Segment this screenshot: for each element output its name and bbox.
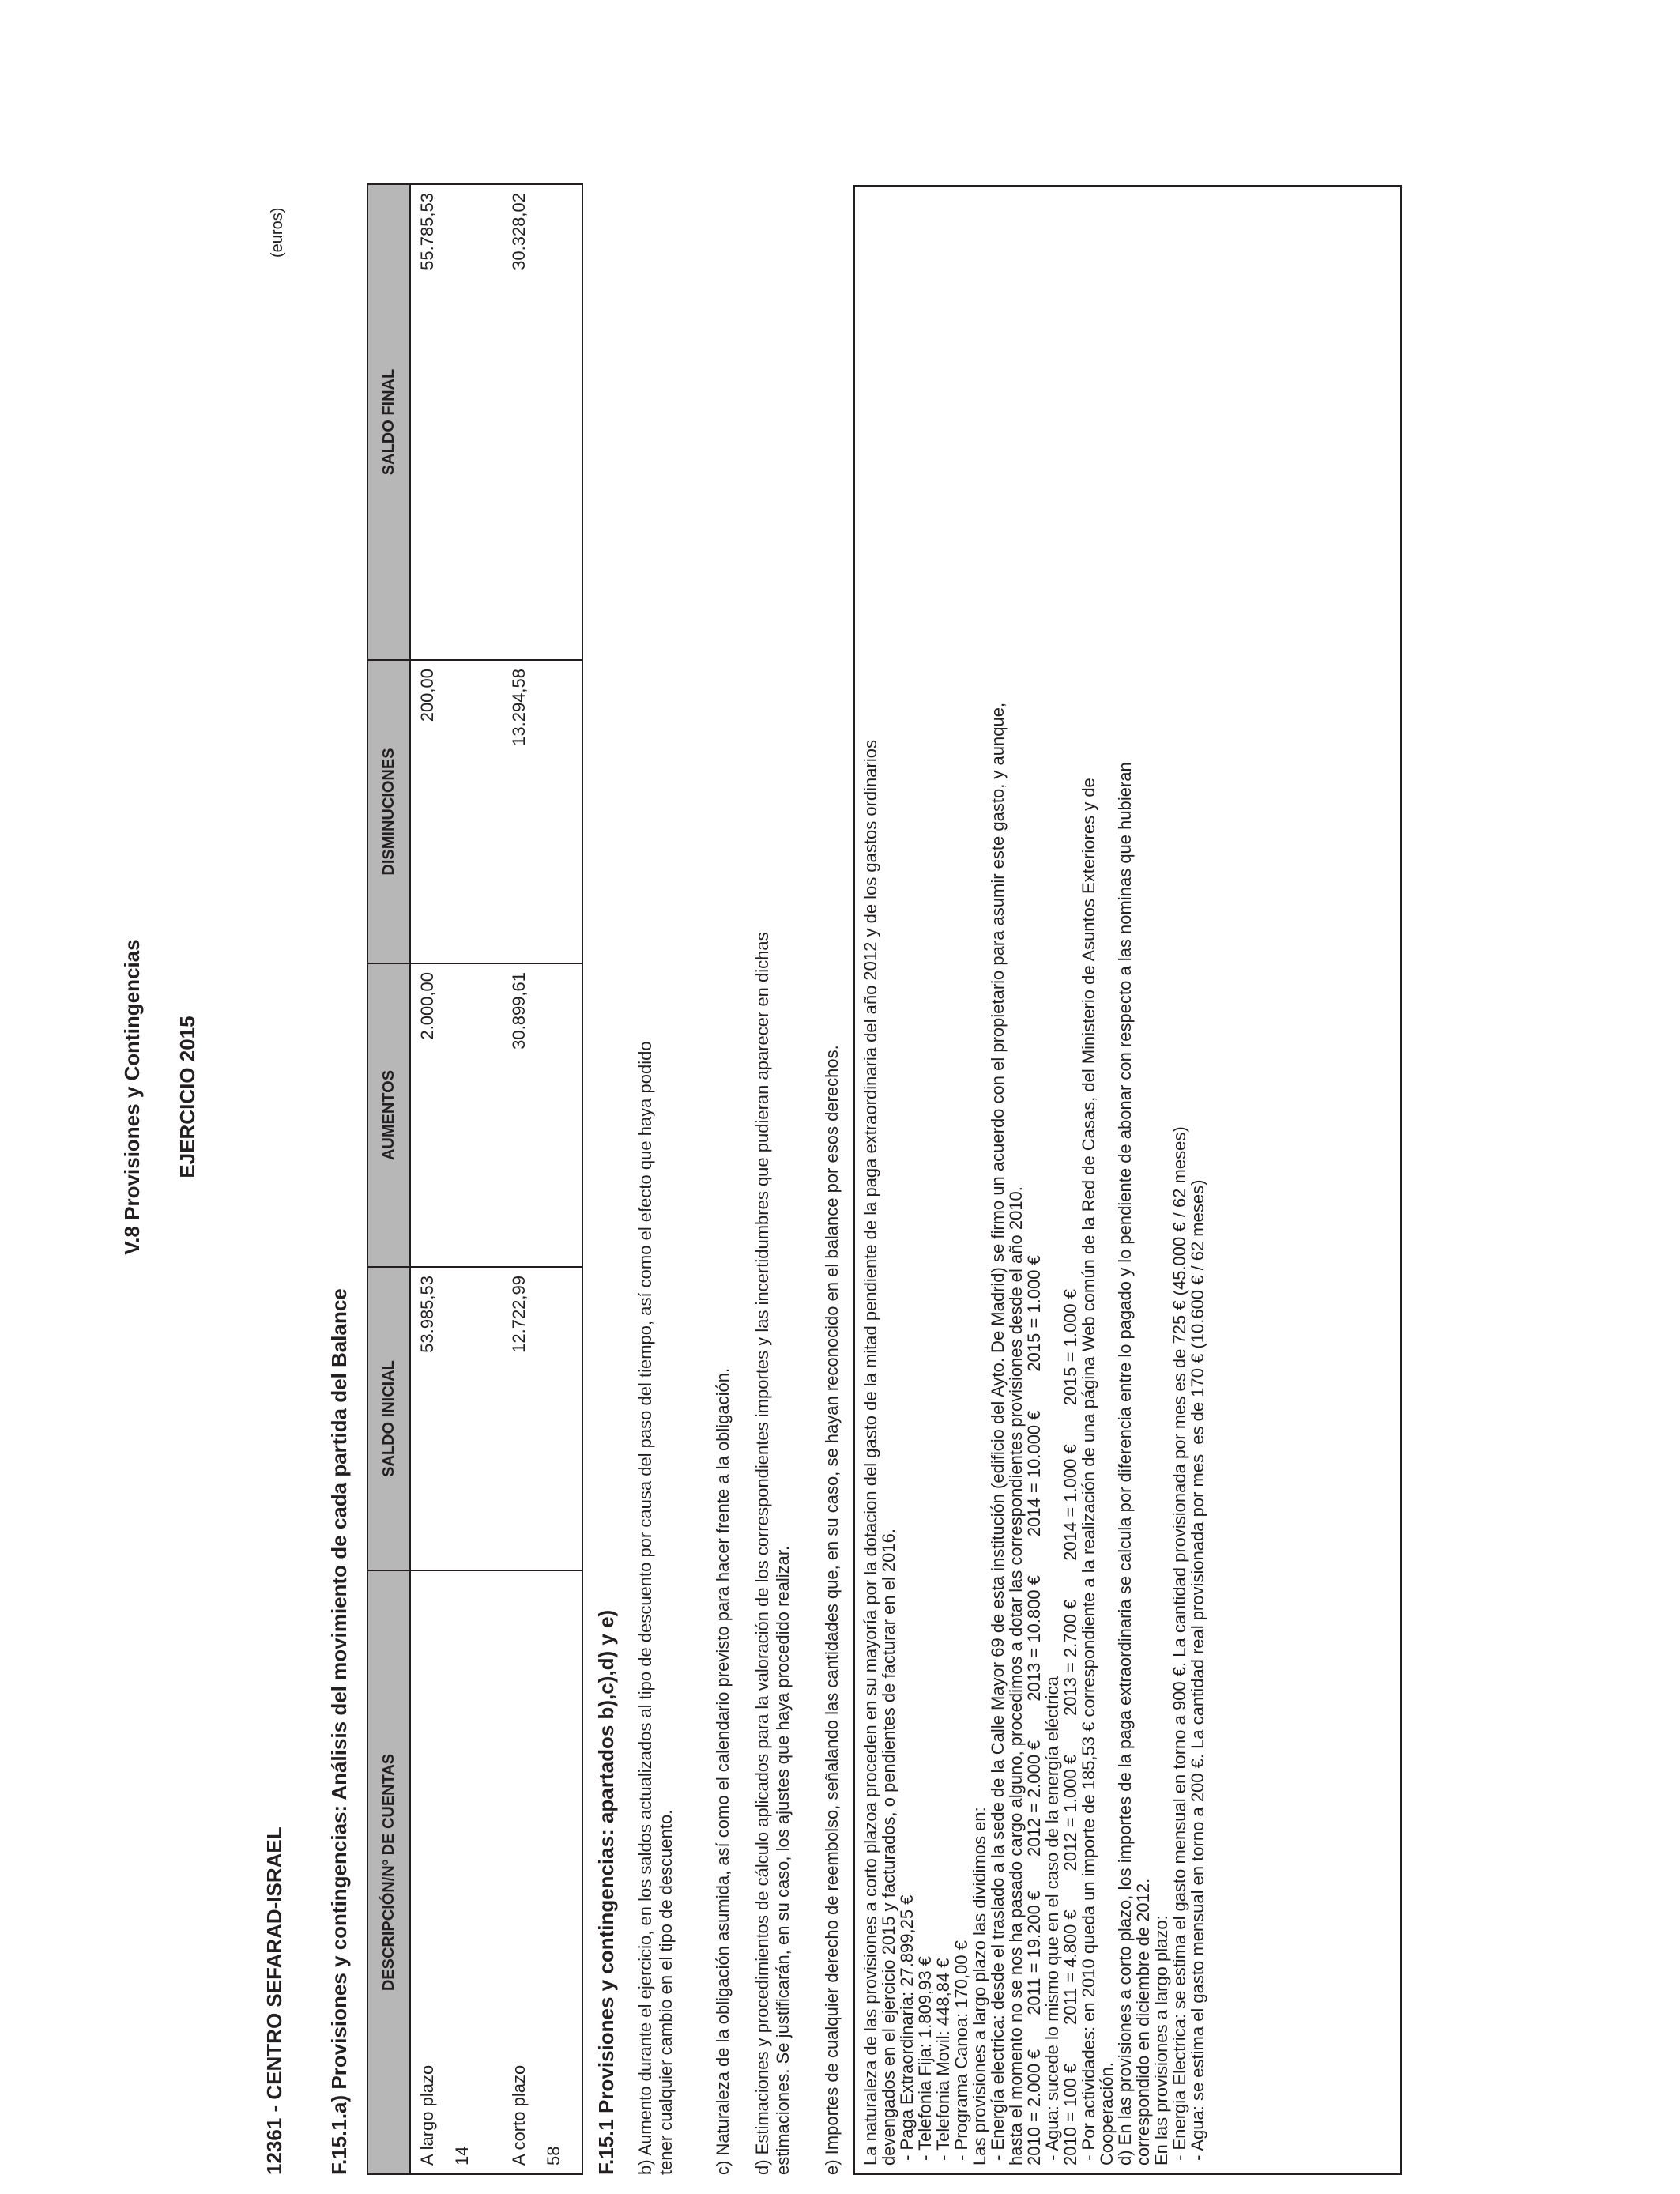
- notes-line: - Programa Canoa: 170,00 €: [951, 1940, 971, 2166]
- cell-aumentos: 2.000,00: [410, 963, 503, 1267]
- notes-line: correspondido en diciembre de 2012.: [1133, 1878, 1153, 2166]
- notes-line: - Energía electrica: desde el traslado a la sede de la Calle Mayor 69 de esta institución (edificio del Ayto. De Madrid) se firmo un acuerdo con el propietario para asumir este gasto, y aunque,: [988, 702, 1008, 2166]
- notes-line: Las provisiones a largo plazo las dividimos en:: [970, 1807, 989, 2166]
- account-number: 14: [452, 2146, 472, 2166]
- cell-saldo-final: 30.328,02: [503, 184, 582, 660]
- paragraph-b: b) Aumento durante el ejercicio, en los saldos actualizados al tipo de descuento por causa del paso del tiempo, así como el efecto que haya podido tener cualquier cambio en el tipo de descuento.: [635, 1041, 676, 2175]
- notes-box: [853, 185, 1402, 2175]
- col-header-saldo-final: SALDO FINAL: [367, 184, 410, 660]
- exercise-title: EJERCICIO 2015: [175, 1016, 199, 1178]
- notes-line: - Paga Extraordinaria: 27.899,25 €: [897, 1894, 917, 2166]
- cell-disminuciones: 13.294,58: [503, 660, 582, 963]
- section2-title: F.15.1 Provisiones y contingencias: apartados b),c),d) y e): [594, 1609, 618, 2175]
- notes-line: d) En las provisiones a corto plazo, los importes de la paga extraordinaria se calcula por diferencia entre lo pagado y lo pendiente de abonar con respecto a las nominas que hubieran: [1115, 762, 1135, 2166]
- cell-description: [503, 1570, 582, 2174]
- col-header-disminuciones: DISMINUCIONES: [367, 660, 410, 963]
- paragraph-e: e) Importes de cualquier derecho de reembolso, señalando las cantidades que, en su caso, se hayan reconocido en el balance por esos derechos.: [822, 1045, 842, 2175]
- notes-line: devengados en el ejercicio 2015 y facturados, o pendientes de facturar en el 2016.: [879, 1529, 898, 2166]
- description-text: A largo plazo: [417, 2064, 437, 2166]
- provisions-table: [367, 183, 583, 2175]
- notes-line: - Telefonia Movil: 448,84 €: [933, 1958, 953, 2166]
- description-text: A corto plazo: [509, 2064, 529, 2166]
- col-header-saldo-inicial: SALDO INICIAL: [367, 1267, 410, 1570]
- notes-line: - Agua: sucede lo mismo que en el caso de la energía eléctrica: [1042, 1676, 1062, 2166]
- notes-line: - Por actividades: en 2010 queda un importe de 185,53 € correspondiente a la realización de una página Web común de la Red de Casas, del Ministerio de Asuntos Exteriores y de: [1079, 778, 1098, 2166]
- notes-line: - Agua: se estima el gasto mensual en torno a 200 €. La cantidad real provisionada por mes es de 170 € (10.600 € / 62 meses): [1188, 1179, 1207, 2166]
- cell-saldo-inicial: 12.722,99: [503, 1267, 582, 1570]
- table-row: [410, 184, 503, 2174]
- account-number: 58: [544, 2146, 563, 2166]
- entity-name: 12361 - CENTRO SEFARAD-ISRAEL: [262, 1826, 286, 2175]
- notes-line: En las provisiones a largo plazo:: [1151, 1915, 1171, 2166]
- cell-saldo-inicial: 53.985,53: [410, 1267, 503, 1570]
- paragraph-c: c) Naturaleza de la obligación asumida, así como el calendario previsto para hacer frente a la obligación.: [713, 1367, 733, 2175]
- cell-aumentos: 30.899,61: [503, 963, 582, 1267]
- table-title: F.15.1.a) Provisiones y contingencias: Análisis del movimiento de cada partida del Balance: [327, 1288, 351, 2175]
- notes-line: - Energia Electrica: se estima el gasto mensual en torno a 900 €. La cantidad provisionada por mes es de 725 € (45.000 € / 62 meses): [1170, 1126, 1189, 2166]
- table-header-row: [367, 184, 410, 2174]
- paragraph-d: d) Estimaciones y procedimientos de cálculo aplicados para la valoración de los correspondientes importes y las incertidumbres que pudieran aparecer en dichas estimaciones. Se justificarán, en su caso, los ajustes que haya procedido realizar.: [752, 932, 793, 2175]
- currency-note: (euros): [269, 207, 286, 258]
- cell-disminuciones: 200,00: [410, 660, 503, 963]
- notes-text: [861, 703, 1207, 2166]
- page-heading: V.8 Provisiones y Contingencias: [120, 939, 144, 1255]
- notes-line: Cooperación.: [1097, 2062, 1117, 2166]
- notes-line: 2010 = 2.000 € 2011 = 19.200 € 2012 = 2.000 € 2013 = 10.800 € 2014 = 10.000 € 2015 = 1.000 €: [1024, 1255, 1044, 2166]
- cell-description: [410, 1570, 503, 2174]
- col-header-aumentos: AUMENTOS: [367, 963, 410, 1267]
- notes-line: La naturaleza de las provisiones a corto plazoa proceden en su mayoría por la dotacion del gasto de la mitad pendiente de la paga extraordinaria del año 2012 y de los gastos ordinarios: [861, 740, 880, 2166]
- notes-line: - Telefonia Fija: 1.809,93 €: [915, 1956, 935, 2166]
- notes-line: hasta el momento no se nos ha pasado cargo alguno, procedimos a dotar las correspondientes provisiones desde el año 2010.: [1006, 1186, 1026, 2166]
- cell-saldo-final: 55.785,53: [410, 184, 503, 660]
- notes-line: 2010 = 100 € 2011 = 4.800 € 2012 = 1.000 € 2013 = 2.700 € 2014 = 1.000 € 2015 = 1.000 €: [1060, 1288, 1080, 2166]
- col-header-description: DESCRIPCIÓN/Nº DE CUENTAS: [367, 1570, 410, 2174]
- table-row: [503, 184, 582, 2174]
